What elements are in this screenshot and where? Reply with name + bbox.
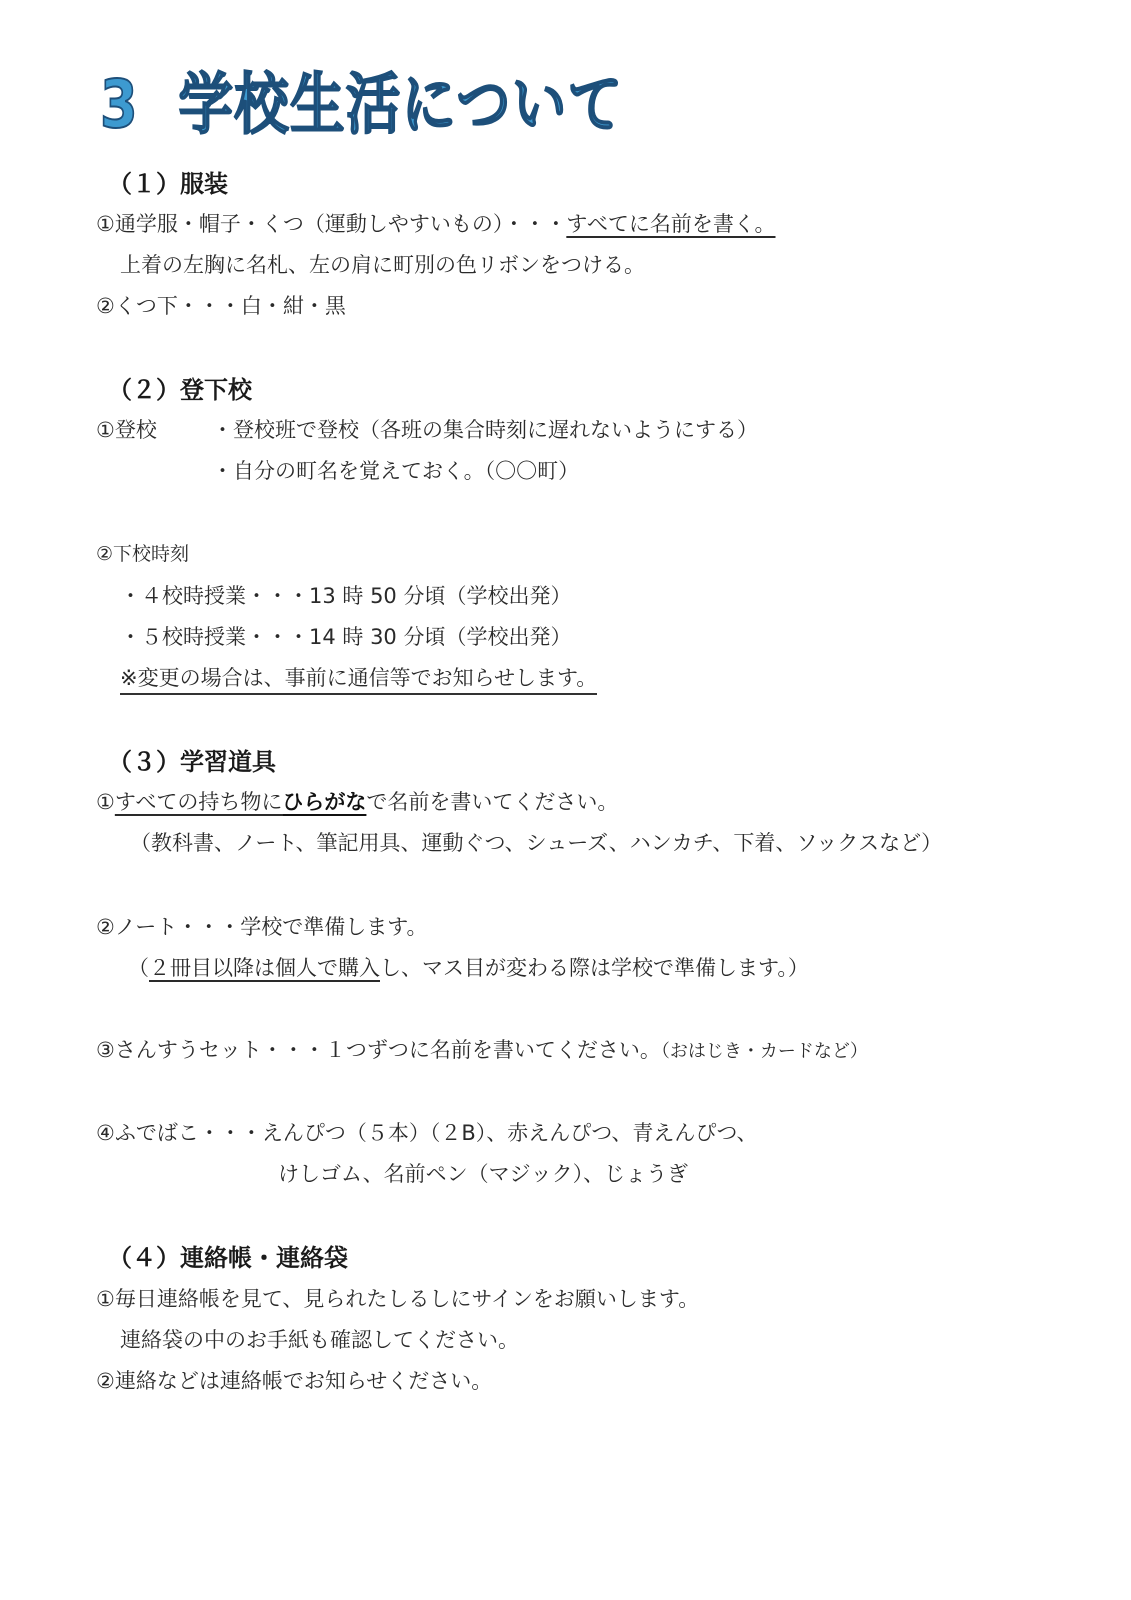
- supplies-pencil-case-2: けしゴム、名前ペン（マジック）、じょうぎ: [278, 1162, 689, 1186]
- commute-arrival-line-2: ・自分の町名を覚えておく。（〇〇町）: [212, 459, 580, 483]
- dismissal-change-text: ※変更の場合は、事前に通信等でお知らせします。: [120, 666, 597, 695]
- supplies-math-set: [96, 1040, 868, 1061]
- clothing-line-3: ②くつ下・・・白・紺・黒: [96, 294, 346, 318]
- supplies-all-items: すべての持ち物に: [114, 790, 283, 814]
- supplies-line-2: （教科書、ノート、筆記用具、運動ぐつ、シューズ、ハンカチ、下着、ソックスなど）: [130, 831, 943, 855]
- contact-line-1: ①毎日連絡帳を見て、見られたしるしにサインをお願いします。: [96, 1287, 700, 1311]
- section-heading-contact: （４）連絡帳・連絡袋: [108, 1244, 348, 1272]
- notebook-note-rest: し、マス目が変わる際は学校で準備します。）: [380, 956, 809, 980]
- supplies-line-1-rest: で名前を書いてください。: [366, 790, 619, 814]
- notebook-note-open: （: [128, 956, 149, 980]
- dismissal-time-5th: ・５校時授業・・・14 時 30 分頃（学校出発）: [120, 625, 572, 649]
- clothing-items-text: ①通学服・帽子・くつ（運動しやすいもの）・・・: [96, 212, 567, 236]
- supplies-hiragana: ひらがな: [282, 790, 367, 814]
- title-number: 3: [100, 66, 140, 143]
- supplies-notebook-line: ②ノート・・・学校で準備します。: [96, 915, 428, 939]
- supplies-pencil-case-1: ④ふでばこ・・・えんぴつ（５本）（２B）、赤えんぴつ、青えんぴつ、: [96, 1121, 758, 1145]
- section-heading-clothing: （１）服装: [108, 170, 228, 198]
- contact-line-3: ②連絡などは連絡帳でお知らせください。: [96, 1369, 493, 1393]
- notebook-purchase-note: ２冊目以降は個人で購入: [149, 956, 380, 980]
- commute-arrival-line-1: ・登校班で登校（各班の集合時刻に遅れないようにする）: [212, 418, 758, 442]
- clothing-name-note: すべてに名前を書く。: [566, 212, 776, 236]
- dismissal-time-4th: ・４校時授業・・・13 時 50 分頃（学校出発）: [120, 584, 572, 608]
- title-text: 学校生活について: [178, 66, 624, 143]
- dismissal-time-label: ②下校時刻: [96, 543, 190, 565]
- contact-line-2: 連絡袋の中のお手紙も確認してください。: [120, 1328, 519, 1352]
- supplies-line-1-prefix: ①: [96, 790, 115, 814]
- supplies-line-1: [96, 792, 618, 813]
- math-set-examples: （おはじき・カードなど）: [660, 1041, 868, 1062]
- section-heading-commute: （２）登下校: [108, 376, 252, 404]
- dismissal-change-note: [120, 668, 597, 689]
- clothing-line-1: [96, 214, 776, 235]
- commute-arrival-label: ①登校: [96, 418, 157, 442]
- clothing-line-2: 上着の左胸に名札、左の肩に町別の色リボンをつける。: [120, 253, 645, 277]
- math-set-text: ③さんすうセット・・・１つずつに名前を書いてください。: [96, 1038, 661, 1062]
- supplies-notebook-note: [128, 958, 809, 979]
- page-title: [100, 66, 624, 143]
- section-heading-supplies: （３）学習道具: [108, 748, 276, 776]
